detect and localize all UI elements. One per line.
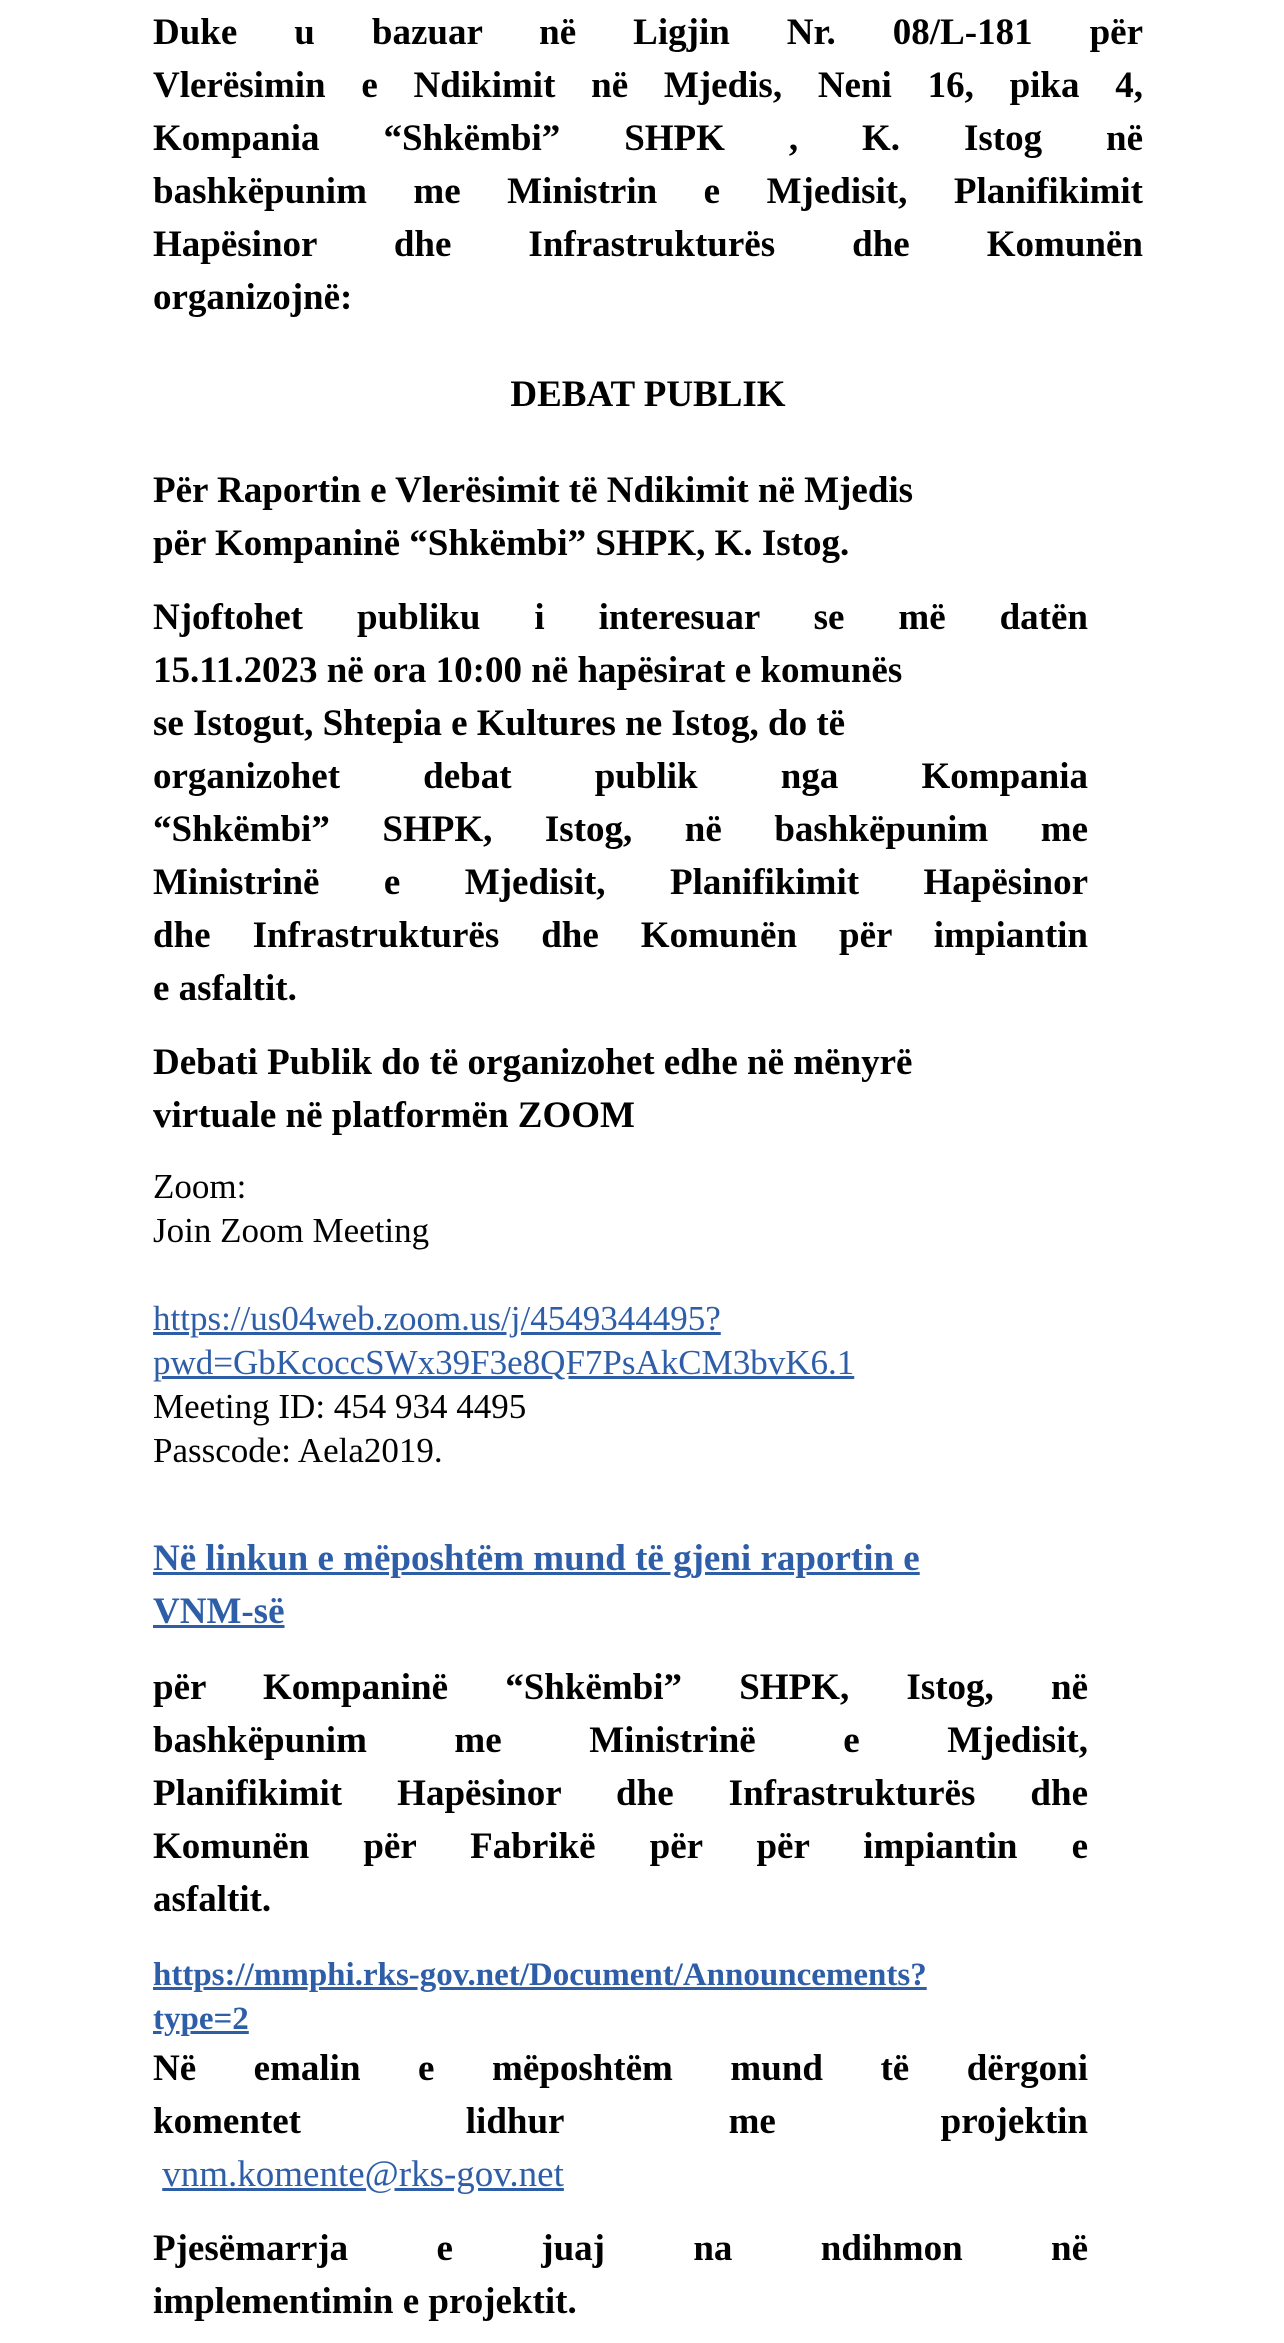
zoom-label: Zoom:	[153, 1167, 247, 1206]
spacer	[153, 1253, 1093, 1297]
report-desc-line: asfaltit.	[153, 1879, 272, 1920]
virtual-line: Debati Publik do të organizohet edhe në mënyrë	[153, 1042, 913, 1083]
intro-line: Vlerësimin e Ndikimit në Mjedis, Neni 16, pika 4,	[153, 65, 1143, 106]
email-line-wrapper	[153, 2148, 1088, 2201]
report-desc-line: për Kompaninë “Shkëmbi” SHPK, Istog, në	[153, 1667, 1088, 1708]
closing-paragraph	[153, 2222, 1088, 2328]
subtitle	[153, 464, 1093, 570]
report-description	[153, 1661, 1088, 1926]
notice-line: 15.11.2023 në ora 10:00 në hapësirat e komunës	[153, 650, 903, 691]
notice-line: e asfaltit.	[153, 968, 297, 1009]
notice-line: dhe Infrastrukturës dhe Komunën për impiantin	[153, 915, 1088, 956]
announcement-link[interactable]	[153, 1953, 1093, 2041]
zoom-join-text: Join Zoom Meeting	[153, 1211, 430, 1250]
intro-paragraph	[153, 6, 1143, 324]
email-link[interactable]: vnm.komente@rks-gov.net	[162, 2154, 564, 2195]
report-link-line: Në linkun e mëposhtëm mund të gjeni raportin e	[153, 1538, 920, 1579]
announcement-link-line: type=2	[153, 2001, 249, 2037]
intro-line: Hapësinor dhe Infrastrukturës dhe Komunën	[153, 224, 1143, 265]
report-desc-line: Komunën për Fabrikë për për impiantin e	[153, 1826, 1088, 1867]
virtual-line: virtuale në platformën ZOOM	[153, 1095, 635, 1136]
report-desc-line: Planifikimit Hapësinor dhe Infrastrukturës dhe	[153, 1773, 1088, 1814]
notice-paragraph	[153, 591, 1088, 1015]
report-link-line: VNM-së	[153, 1591, 285, 1632]
zoom-info	[153, 1165, 1093, 1473]
intro-line: bashkëpunim me Ministrin e Mjedisit, Planifikimit	[153, 171, 1143, 212]
report-link[interactable]	[153, 1532, 1093, 1638]
zoom-link-line: https://us04web.zoom.us/j/4549344495?	[153, 1299, 721, 1338]
notice-line: Njoftohet publiku i interesuar se më datën	[153, 597, 1088, 638]
email-text-line: Në emalin e mëposhtëm mund të dërgoni	[153, 2048, 1088, 2089]
meeting-id: Meeting ID: 454 934 4495	[153, 1387, 527, 1426]
notice-line: se Istogut, Shtepia e Kultures ne Istog, do të	[153, 703, 846, 744]
zoom-meeting-link[interactable]	[153, 1297, 1093, 1385]
email-text-line: komentet lidhur me projektin	[153, 2101, 1088, 2142]
closing-line: Pjesëmarrja e juaj na ndihmon në	[153, 2228, 1088, 2269]
email-paragraph	[153, 2042, 1088, 2201]
notice-line: “Shkëmbi” SHPK, Istog, në bashkëpunim me	[153, 809, 1088, 850]
intro-line: organizojnë:	[153, 277, 353, 318]
intro-line: Duke u bazuar në Ligjin Nr. 08/L-181 për	[153, 12, 1143, 53]
subtitle-line: Për Raportin e Vlerësimit të Ndikimit në Mjedis	[153, 470, 914, 511]
page-title: DEBAT PUBLIK	[510, 374, 786, 415]
subtitle-line: për Kompaninë “Shkëmbi” SHPK, K. Istog.	[153, 523, 850, 564]
report-desc-line: bashkëpunim me Ministrinë e Mjedisit,	[153, 1720, 1088, 1761]
announcement-link-line: https://mmphi.rks-gov.net/Document/Announcements?	[153, 1957, 927, 1993]
notice-line: organizohet debat publik nga Kompania	[153, 756, 1088, 797]
intro-line: Kompania “Shkëmbi” SHPK , K. Istog në	[153, 118, 1143, 159]
notice-line: Ministrinë e Mjedisit, Planifikimit Hapësinor	[153, 862, 1088, 903]
closing-line: implementimin e projektit.	[153, 2281, 577, 2322]
zoom-link-line: pwd=GbKcoccSWx39F3e8QF7PsAkCM3bvK6.1	[153, 1343, 855, 1382]
meeting-passcode: Passcode: Aela2019.	[153, 1431, 443, 1470]
virtual-paragraph	[153, 1036, 1093, 1142]
